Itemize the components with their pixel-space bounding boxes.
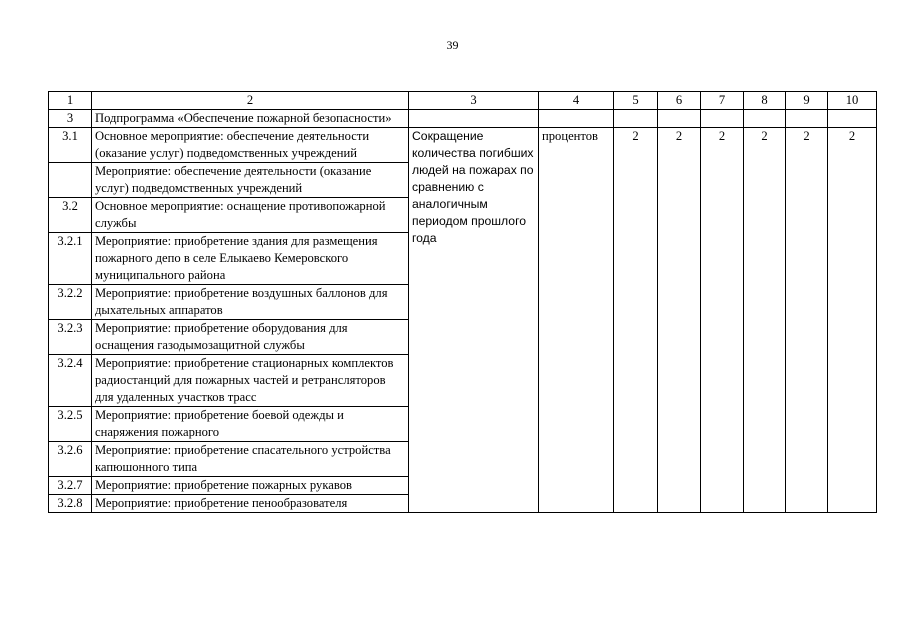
value-cell: 2 [828, 128, 877, 513]
value-cell: 2 [701, 128, 744, 513]
row-number: 3.2.5 [49, 407, 92, 442]
row-text: Мероприятие: приобретение здания для размещения пожарного депо в селе Елыкаево Кемеровского муниципального района [92, 233, 409, 285]
header-cell: 6 [658, 92, 701, 110]
table-row [49, 128, 877, 163]
row-number: 3.2.6 [49, 442, 92, 477]
header-cell: 8 [744, 92, 786, 110]
row-number: 3.2.4 [49, 355, 92, 407]
empty-cell [614, 110, 658, 128]
header-cell: 1 [49, 92, 92, 110]
empty-cell [658, 110, 701, 128]
header-cell: 5 [614, 92, 658, 110]
empty-cell [701, 110, 744, 128]
row-number: 3.2.3 [49, 320, 92, 355]
header-cell: 2 [92, 92, 409, 110]
row-text: Мероприятие: обеспечение деятельности (оказание услуг) подведомственных учреждений [92, 163, 409, 198]
header-cell: 4 [539, 92, 614, 110]
row-text: Мероприятие: приобретение воздушных баллонов для дыхательных аппаратов [92, 285, 409, 320]
header-cell: 7 [701, 92, 744, 110]
empty-cell [744, 110, 786, 128]
empty-cell [786, 110, 828, 128]
row-text: Мероприятие: приобретение стационарных комплектов радиостанций для пожарных частей и ретрансляторов для удаленных участков трасс [92, 355, 409, 407]
empty-cell [539, 110, 614, 128]
indicator-cell: Сокращение количества погибших людей на пожарах по сравнению с аналогичным периодом прошлого года [409, 128, 539, 513]
row-text: Мероприятие: приобретение боевой одежды и снаряжения пожарного [92, 407, 409, 442]
row-number [49, 163, 92, 198]
row-text: Основное мероприятие: обеспечение деятельности (оказание услуг) подведомственных учреждений [92, 128, 409, 163]
row-number: 3.2.8 [49, 495, 92, 513]
header-cell: 9 [786, 92, 828, 110]
value-cell: 2 [614, 128, 658, 513]
row-number: 3.2 [49, 198, 92, 233]
row-text: Основное мероприятие: оснащение противопожарной службы [92, 198, 409, 233]
header-row [49, 92, 877, 110]
header-cell: 3 [409, 92, 539, 110]
row-number: 3.1 [49, 128, 92, 163]
empty-cell [409, 110, 539, 128]
row-text: Мероприятие: приобретение спасательного устройства капюшонного типа [92, 442, 409, 477]
row-text: Мероприятие: приобретение пенообразователя [92, 495, 409, 513]
row-number: 3.2.2 [49, 285, 92, 320]
subprogram-number: 3 [49, 110, 92, 128]
subprogram-title: Подпрограмма «Обеспечение пожарной безопасности» [92, 110, 409, 128]
row-number: 3.2.1 [49, 233, 92, 285]
value-cell: 2 [786, 128, 828, 513]
value-cell: 2 [744, 128, 786, 513]
subprogram-row [49, 110, 877, 128]
row-number: 3.2.7 [49, 477, 92, 495]
program-table [48, 91, 877, 513]
page-number: 39 [446, 38, 459, 52]
empty-cell [828, 110, 877, 128]
row-text: Мероприятие: приобретение оборудования для оснащения газодымозащитной службы [92, 320, 409, 355]
row-text: Мероприятие: приобретение пожарных рукавов [92, 477, 409, 495]
unit-cell: процентов [539, 128, 614, 513]
header-cell: 10 [828, 92, 877, 110]
value-cell: 2 [658, 128, 701, 513]
